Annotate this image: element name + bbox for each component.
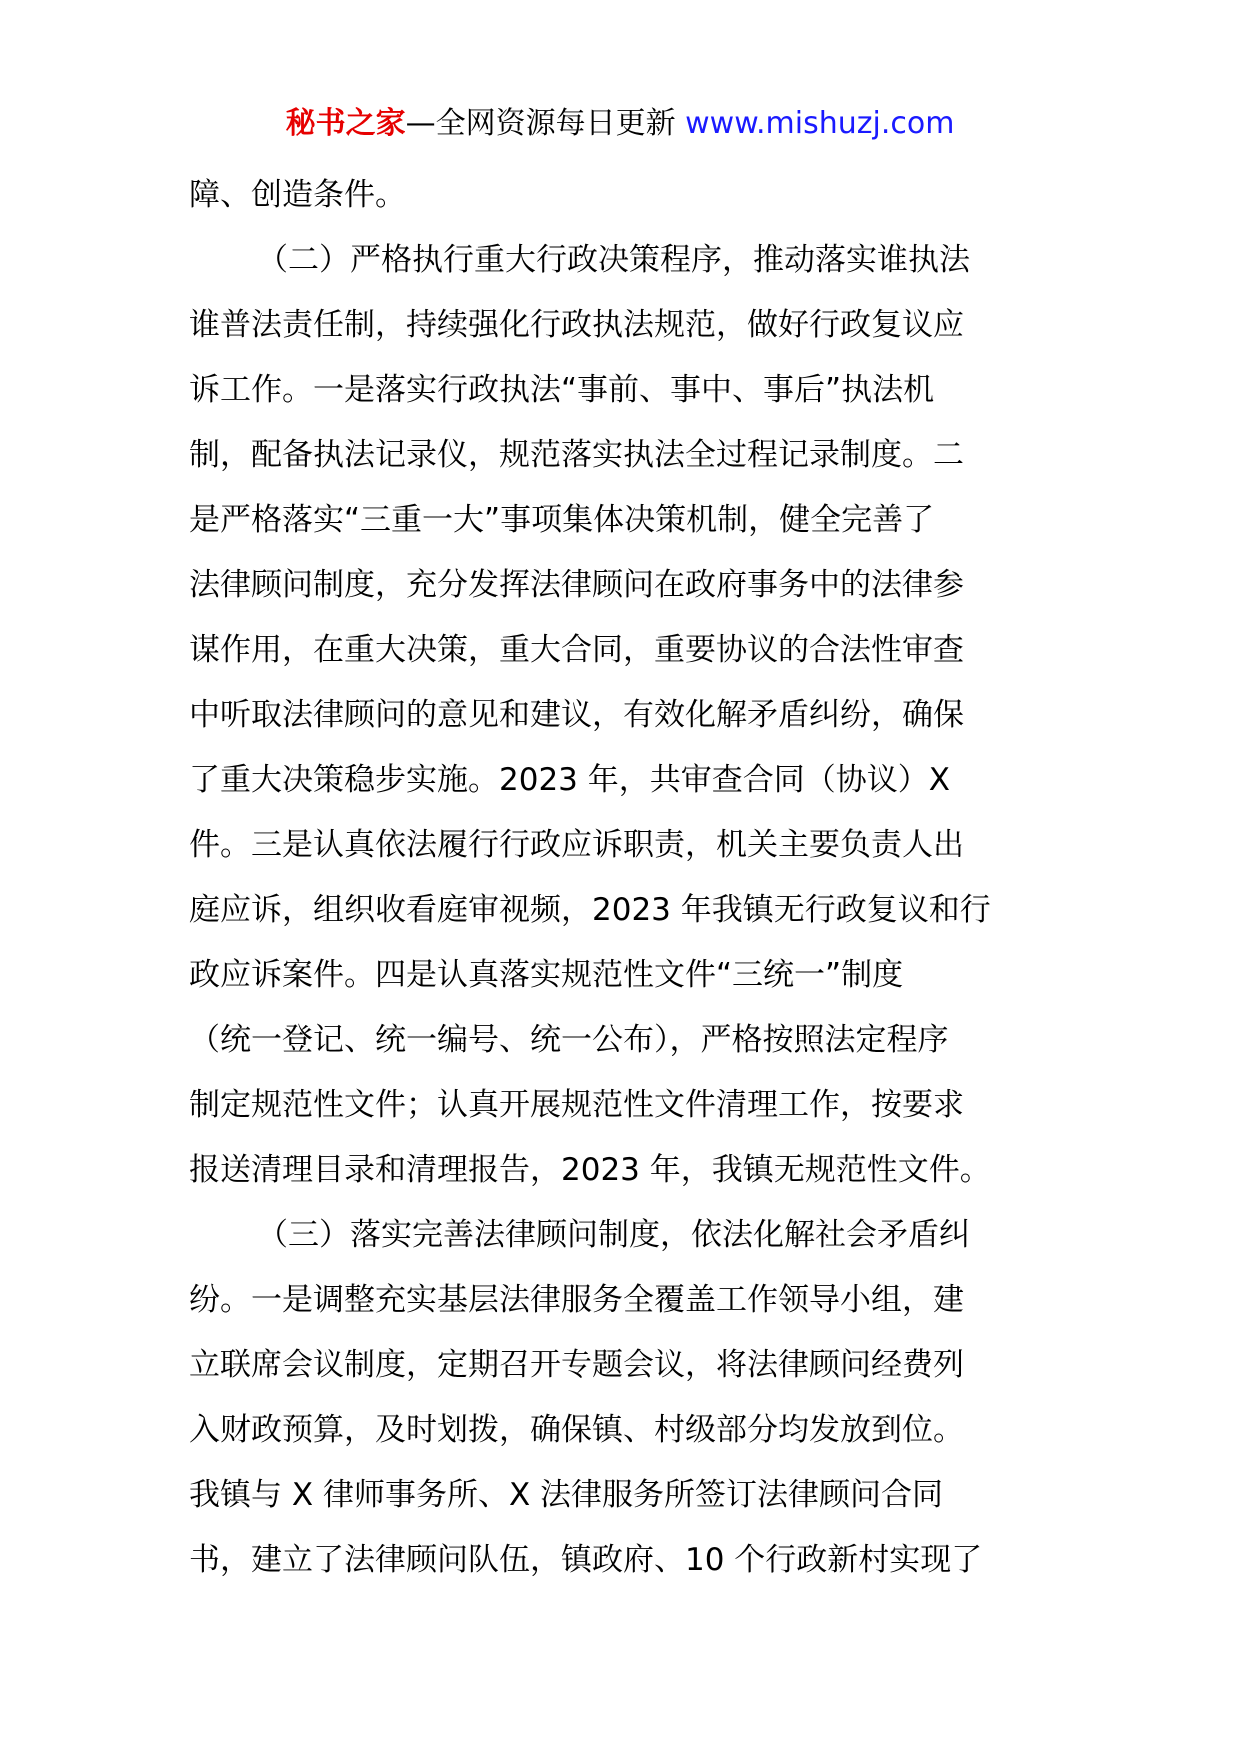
text-line: 书，建立了法律顾问队伍，镇政府、10 个行政新村实现了 xyxy=(189,1542,983,1578)
text-line: 政应诉案件。四是认真落实规范性文件“三统一”制度 xyxy=(189,957,904,993)
text-line: 了重大决策稳步实施。2023 年，共审查合同（协议）X xyxy=(189,762,950,798)
text-line: 中听取法律顾问的意见和建议，有效化解矛盾纠纷，确保 xyxy=(189,697,964,733)
text-line: 制，配备执法记录仪，规范落实执法全过程记录制度。二 xyxy=(189,437,964,473)
text-line: （统一登记、统一编号、统一公布），严格按照法定程序 xyxy=(189,1022,949,1058)
text-line: 纷。一是调整充实基层法律服务全覆盖工作领导小组，建 xyxy=(189,1282,964,1318)
site-brand: 秘书之家 xyxy=(285,106,406,141)
text-line: 障、创造条件。 xyxy=(189,177,406,213)
text-line: 件。三是认真依法履行行政应诉职责，机关主要负责人出 xyxy=(189,827,964,863)
site-header xyxy=(0,100,1240,148)
text-line: 报送清理目录和清理报告，2023 年，我镇无规范性文件。 xyxy=(189,1152,991,1188)
text-line: 入财政预算，及时划拨，确保镇、村级部分均发放到位。 xyxy=(189,1412,964,1448)
paragraph-heading-2: （二）严格执行重大行政决策程序，推动落实谁执法 xyxy=(257,242,970,278)
text-line: 是严格落实“三重一大”事项集体决策机制，健全完善了 xyxy=(189,502,935,538)
text-line: 谋作用，在重大决策，重大合同，重要协议的合法性审查 xyxy=(189,632,964,668)
text-line: 我镇与 X 律师事务所、X 法律服务所签订法律顾问合同 xyxy=(189,1477,944,1513)
document-body xyxy=(189,163,1059,1593)
text-line: 诉工作。一是落实行政执法“事前、事中、事后”执法机 xyxy=(189,372,935,408)
site-url-link[interactable]: www.mishuzj.com xyxy=(685,106,955,141)
text-line: 谁普法责任制，持续强化行政执法规范，做好行政复议应 xyxy=(189,307,964,343)
text-line: 庭应诉，组织收看庭审视频，2023 年我镇无行政复议和行 xyxy=(189,892,991,928)
paragraph-heading-3: （三）落实完善法律顾问制度，依法化解社会矛盾纠 xyxy=(257,1217,970,1253)
text-line: 法律顾问制度，充分发挥法律顾问在政府事务中的法律参 xyxy=(189,567,964,603)
text-line: 立联席会议制度，定期召开专题会议，将法律顾问经费列 xyxy=(189,1347,964,1383)
text-line: 制定规范性文件；认真开展规范性文件清理工作，按要求 xyxy=(189,1087,964,1123)
site-tagline: —全网资源每日更新 xyxy=(405,106,676,141)
